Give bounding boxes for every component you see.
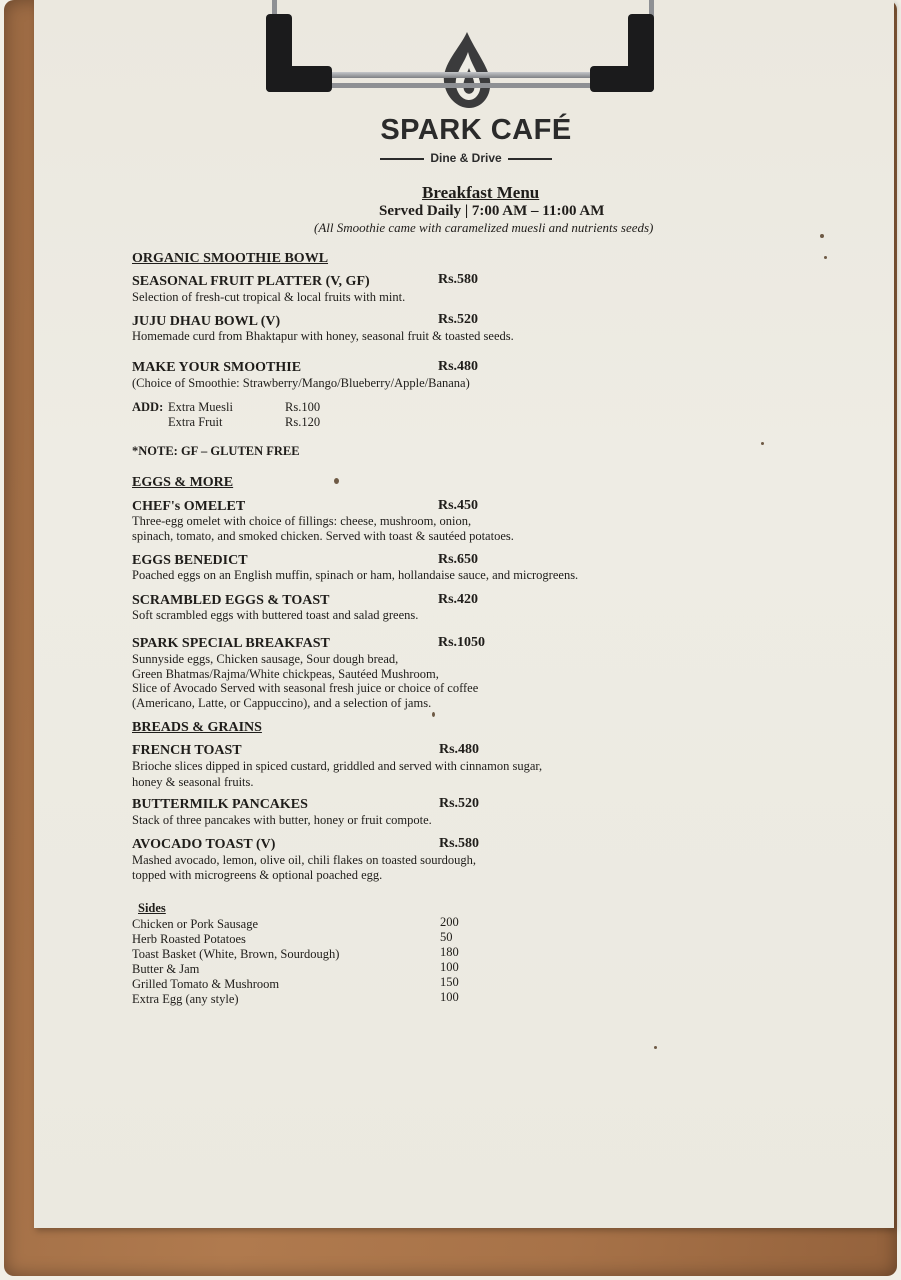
menu-item-desc: Green Bhatmas/Rajma/White chickpeas, Sautéed Mushroom, bbox=[132, 667, 439, 681]
side-item-price: 180 bbox=[440, 945, 459, 959]
addon-price: Rs.120 bbox=[285, 415, 321, 429]
menu-item-desc: Selection of fresh-cut tropical & local fruits with mint. bbox=[132, 290, 406, 304]
gf-note: *NOTE: GF – GLUTEN FREE bbox=[132, 444, 300, 458]
addon-label: ADD: bbox=[132, 400, 164, 414]
clip-bar bbox=[300, 72, 600, 78]
menu-sheet bbox=[34, 0, 894, 1228]
menu-item-name: SCRAMBLED EGGS & TOAST bbox=[132, 593, 330, 608]
brand-name: SPARK CAFÉ bbox=[380, 114, 572, 146]
clip-foot-left bbox=[266, 66, 332, 92]
side-item-name: Grilled Tomato & Mushroom bbox=[132, 977, 280, 991]
addon-price: Rs.100 bbox=[285, 400, 321, 414]
menu-item-name: AVOCADO TOAST (V) bbox=[132, 837, 276, 852]
side-item-name: Toast Basket (White, Brown, Sourdough) bbox=[132, 947, 340, 961]
menu-item-name: CHEF's OMELET bbox=[132, 499, 246, 514]
menu-item-desc: topped with microgreens & optional poached egg. bbox=[132, 868, 383, 882]
menu-item-name: SEASONAL FRUIT PLATTER (V, GF) bbox=[132, 274, 370, 289]
menu-item-desc: (Americano, Latte, or Cappuccino), and a selection of jams. bbox=[132, 696, 432, 710]
menu-item-name: BUTTERMILK PANCAKES bbox=[132, 797, 308, 812]
menu-item-price: Rs.450 bbox=[438, 498, 479, 513]
menu-item-desc: Stack of three pancakes with butter, honey or fruit compote. bbox=[132, 813, 432, 827]
menu-item-desc: Homemade curd from Bhaktapur with honey, seasonal fruit & toasted seeds. bbox=[132, 329, 514, 343]
menu-item-desc: Mashed avocado, lemon, olive oil, chili flakes on toasted sourdough, bbox=[132, 853, 477, 867]
menu-item-name: SPARK SPECIAL BREAKFAST bbox=[132, 636, 330, 651]
menu-item-price: Rs.480 bbox=[439, 742, 480, 757]
menu-item-name: FRENCH TOAST bbox=[132, 743, 242, 758]
menu-item-desc: Brioche slices dipped in spiced custard, griddled and served with cinnamon sugar, bbox=[132, 759, 543, 773]
side-item-name: Butter & Jam bbox=[132, 962, 200, 976]
menu-item-desc: Poached eggs on an English muffin, spinach or ham, hollandaise sauce, and microgreens. bbox=[132, 568, 579, 582]
menu-item-price: Rs.650 bbox=[438, 552, 479, 567]
clip-foot-right bbox=[590, 66, 654, 92]
section-heading-smoothie: ORGANIC SMOOTHIE BOWL bbox=[132, 251, 329, 266]
menu-item-name: EGGS BENEDICT bbox=[132, 553, 248, 568]
addon-name: Extra Fruit bbox=[168, 415, 223, 429]
menu-title: Breakfast Menu bbox=[422, 183, 540, 202]
smoothie-note: (All Smoothie came with caramelized muesli and nutrients seeds) bbox=[314, 220, 654, 235]
menu-item-price: Rs.420 bbox=[438, 592, 479, 607]
served-hours: Served Daily | 7:00 AM – 11:00 AM bbox=[379, 203, 605, 219]
menu-item-desc: Three-egg omelet with choice of fillings: cheese, mushroom, onion, bbox=[132, 514, 472, 528]
menu-item-price: Rs.480 bbox=[438, 359, 479, 374]
side-item-name: Chicken or Pork Sausage bbox=[132, 917, 259, 931]
menu-item-desc: Soft scrambled eggs with buttered toast and salad greens. bbox=[132, 608, 419, 622]
side-item-name: Herb Roasted Potatoes bbox=[132, 932, 246, 946]
side-item-price: 100 bbox=[440, 990, 459, 1004]
side-item-price: 100 bbox=[440, 960, 459, 974]
side-item-price: 50 bbox=[440, 930, 453, 944]
side-item-name: Extra Egg (any style) bbox=[132, 992, 239, 1006]
menu-item-desc: spinach, tomato, and smoked chicken. Served with toast & sautéed potatoes. bbox=[132, 529, 514, 543]
addon-name: Extra Muesli bbox=[168, 400, 233, 414]
menu-item-desc: Sunnyside eggs, Chicken sausage, Sour dough bread, bbox=[132, 652, 399, 666]
menu-item-price: Rs.580 bbox=[438, 272, 479, 287]
menu-item-price: Rs.580 bbox=[439, 836, 480, 851]
menu-item-name: JUJU DHAU BOWL (V) bbox=[132, 314, 281, 329]
menu-item-price: Rs.520 bbox=[438, 312, 479, 327]
menu-item-desc: honey & seasonal fruits. bbox=[132, 775, 254, 789]
menu-item-price: Rs.520 bbox=[439, 796, 480, 811]
menu-item-price: Rs.1050 bbox=[438, 635, 486, 650]
menu-item-desc: (Choice of Smoothie: Strawberry/Mango/Blueberry/Apple/Banana) bbox=[132, 376, 470, 390]
menu-item-name: MAKE YOUR SMOOTHIE bbox=[132, 360, 302, 375]
side-item-price: 200 bbox=[440, 915, 459, 929]
sides-heading: Sides bbox=[138, 901, 166, 915]
section-heading-eggs: EGGS & MORE bbox=[132, 475, 234, 490]
side-item-price: 150 bbox=[440, 975, 459, 989]
brand-tagline: Dine & Drive bbox=[376, 151, 556, 165]
section-heading-breads: BREADS & GRAINS bbox=[132, 720, 262, 735]
menu-item-desc: Slice of Avocado Served with seasonal fresh juice or choice of coffee bbox=[132, 681, 479, 695]
